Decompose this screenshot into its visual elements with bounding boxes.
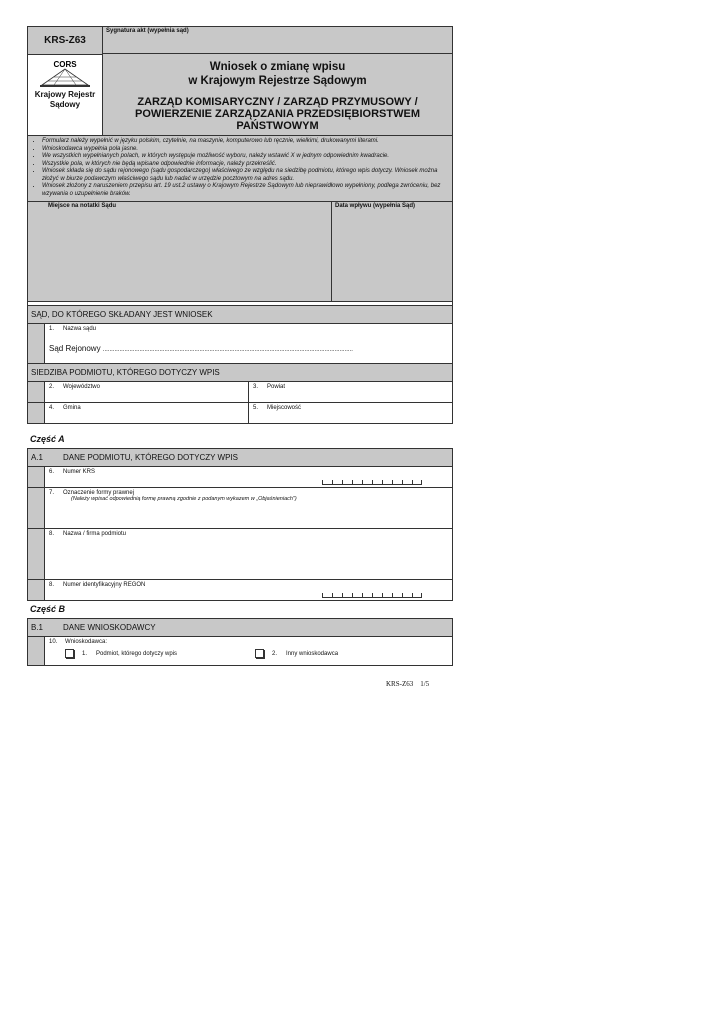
part-a-section-title: A.1 DANE PODMIOTU, KTÓREGO DOTYCZY WPIS: [28, 449, 452, 467]
form-page-1: [27, 26, 453, 424]
title-line-1: Wniosek o zmianę wpisu: [209, 61, 346, 73]
seat-row-2: [28, 403, 452, 423]
instruction-item: • Wszystkie pola, w których nie będą wpisane odpowiednie informacje, należy przekreślić.: [42, 161, 448, 169]
received-date-area: Data wpływu (wypełnia Sąd): [335, 203, 416, 209]
krs-row: [28, 467, 452, 488]
signature-label: Sygnatura akt (wypełnia sąd): [103, 27, 452, 54]
page-footer: [386, 680, 429, 688]
cors-logo-icon: [34, 59, 96, 87]
court-name-field[interactable]: 1. Nazwa sądu Sąd Rejonowy ......................................................................................................................................................: [45, 324, 452, 363]
title-box: [103, 54, 452, 134]
county-field[interactable]: 3. Powiat: [253, 384, 286, 390]
instructions: [28, 136, 452, 202]
krs-number-field[interactable]: 6. Numer KRS: [45, 467, 452, 487]
court-name-row: [28, 324, 452, 364]
locality-field[interactable]: 5. Miejscowość: [253, 405, 302, 411]
form-code: KRS-Z63: [28, 27, 102, 55]
part-b-label: Część B: [30, 604, 66, 614]
legal-form-hint: (Należy wpisać odpowiednią formę prawną zgodnie z podanym wykazem w „Objaśnieniach"): [71, 496, 297, 502]
notes-row: [28, 202, 452, 302]
dotted-line: ......................................................................................................................................................: [102, 347, 353, 353]
logo-caption: Krajowy Rejestr Sądowy: [34, 90, 96, 109]
applicant-options: [49, 649, 448, 658]
applicant-row: [28, 637, 452, 665]
court-prefix: Sąd Rejonowy: [49, 344, 101, 353]
form-subtitle: ZARZĄD KOMISARYCZNY / ZARZĄD PRZYMUSOWY / POWIERZENIE ZARZĄDZANIA PRZEDSIĘBIORSTWEM PAŃSTWOWYM: [135, 96, 420, 132]
instruction-item: • Wniosek składa się do sądu rejonowego (sądu gospodarczego) właściwego ze względu na siedzibę podmiotu, którego wpis dotyczy. Wniosek można złożyć w biurze podawczym właściwego sądu lub nadać w urzędzie pocztowym na adres sądu.: [42, 168, 448, 183]
option-other[interactable]: 2. Inny wnioskodawca: [255, 649, 338, 658]
logo-wordmark: CORS: [53, 60, 77, 69]
part-b-box: [27, 618, 453, 666]
entity-name-field[interactable]: 8. Nazwa / firma podmiotu: [49, 531, 127, 537]
footer-code: KRS-Z63: [386, 680, 414, 688]
page-number: 1/5: [420, 680, 430, 688]
checkbox-icon[interactable]: [65, 649, 74, 658]
municipality-field[interactable]: 4. Gmina: [45, 403, 249, 423]
part-b-section-title: B.1 DANE WNIOSKODAWCY: [28, 619, 452, 637]
name-row: [28, 529, 452, 580]
option-subject[interactable]: 1. Podmiot, którego dotyczy wpis: [65, 649, 255, 658]
applicant-field: 10. Wnioskodawca: 1. Podmiot, którego dotyczy wpis 2. Inny wnioskodawca: [45, 637, 452, 665]
instruction-item: • Wnioskodawca wypełnia pola jasne.: [42, 146, 448, 154]
regon-row: [28, 580, 452, 600]
seat-row-1: [28, 382, 452, 403]
header-right: [103, 27, 452, 135]
header-left: [28, 27, 103, 135]
title-line-2: w Krajowym Rejestrze Sądowym: [188, 75, 367, 87]
court-section-title: SĄD, DO KTÓREGO SKŁADANY JEST WNIOSEK: [28, 306, 452, 324]
legal-form-row: [28, 488, 452, 529]
court-notes-area: Miejsce na notatki Sądu: [28, 202, 332, 301]
krs-digit-boxes: [322, 480, 422, 485]
instruction-item: • Wniosek złożony z naruszeniem przepisu art. 19 ust.2 ustawy o Krajowym Rejestrze Sądowym lub nieprawidłowo wypełniony, podlega zwróceniu, bez wzywania o uzupełnienie braków.: [42, 183, 448, 198]
instruction-item: • Formularz należy wypełnić w języku polskim, czytelnie, na maszynie, komputerowo lub ręcznie, wielkimi, drukowanymi literami.: [42, 138, 448, 146]
regon-digit-boxes: [322, 593, 422, 598]
instruction-item: • We wszystkich wypełnianych polach, w których występuje możliwość wyboru, należy wstawić X w jednym odpowiednim kwadracie.: [42, 153, 448, 161]
krs-logo: [28, 55, 102, 135]
voivodeship-field[interactable]: 2. Województwo: [45, 382, 249, 402]
part-a-label: Część A: [30, 434, 65, 444]
court-name-line: [49, 344, 448, 353]
seat-section-title: SIEDZIBA PODMIOTU, KTÓREGO DOTYCZY WPIS: [28, 364, 452, 382]
form-header: [28, 27, 452, 136]
regon-field[interactable]: 8. Numer identyfikacyjny REGON: [45, 580, 452, 600]
legal-form-field[interactable]: 7. Oznaczenie formy prawnej (Należy wpisać odpowiednią formę prawną zgodnie z podanym wykazem w „Objaśnieniach"): [45, 488, 452, 528]
part-a-box: [27, 448, 453, 601]
checkbox-icon[interactable]: [255, 649, 264, 658]
